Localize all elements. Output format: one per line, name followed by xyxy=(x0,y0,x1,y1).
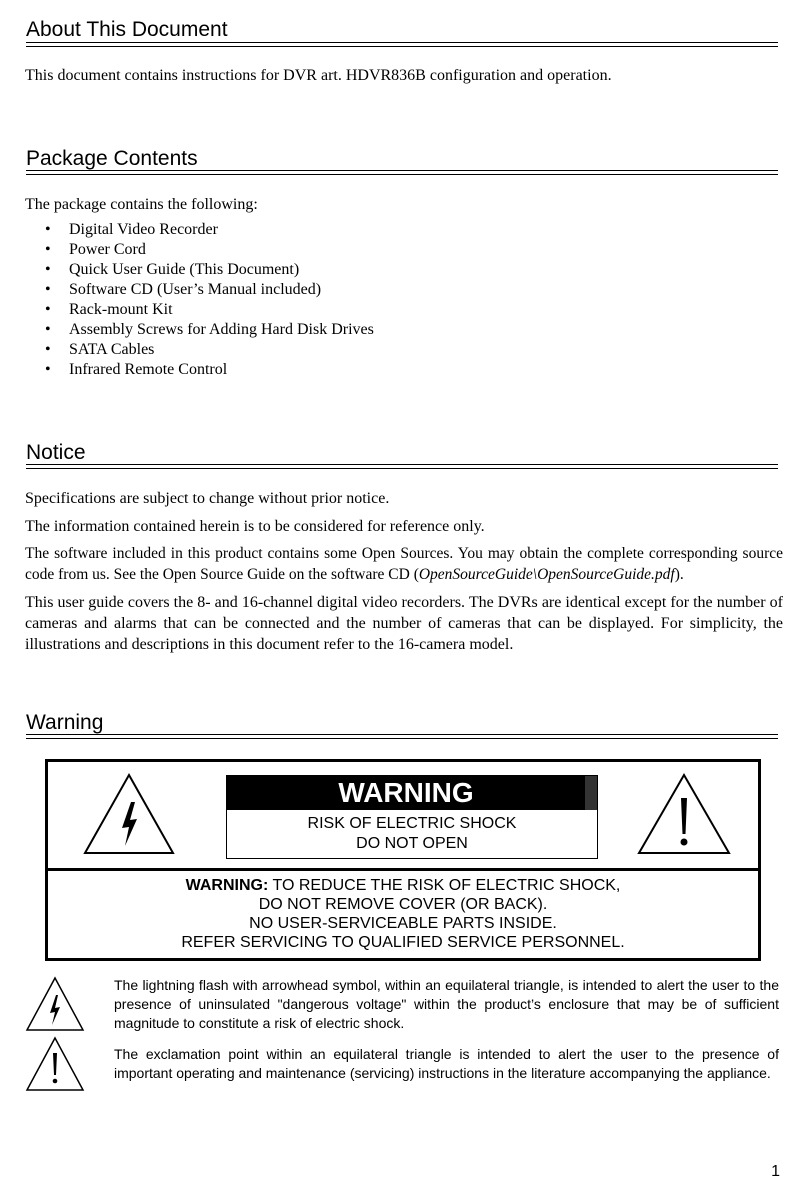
warning-banner-subtitle xyxy=(227,810,597,854)
section-title-warning: Warning xyxy=(26,711,104,734)
list-item xyxy=(25,220,374,240)
section-title-notice: Notice xyxy=(26,441,86,464)
bullet: • xyxy=(45,261,51,278)
warning-banner-title: WARNING xyxy=(227,776,597,810)
notice-paragraph xyxy=(25,543,783,585)
section-rule xyxy=(26,42,778,47)
warning-line: REFER SERVICING TO QUALIFIED SERVICE PERSONNEL. xyxy=(181,934,625,951)
bullet: • xyxy=(45,281,51,298)
file-path: OpenSourceGuide\OpenSourceGuide.pdf xyxy=(418,566,675,583)
list-item-label: Infrared Remote Control xyxy=(69,361,228,378)
bullet: • xyxy=(45,221,51,238)
warning-line: DO NOT REMOVE COVER (OR BACK). xyxy=(258,896,548,913)
list-item-label: Software CD (User’s Manual included) xyxy=(69,281,322,298)
warning-statement xyxy=(48,876,758,952)
warning-line xyxy=(48,876,758,895)
list-item xyxy=(25,320,374,340)
warning-banner xyxy=(226,775,598,859)
section-rule xyxy=(26,170,778,175)
notice-text: The software included in this product contains some Open Sources. You may obtain the complete corresponding source code from us. See the Open Source Guide on the software CD ( xyxy=(25,545,783,583)
notice-paragraph: Specifications are subject to change without prior notice. xyxy=(25,490,390,507)
page-number: 1 xyxy=(771,1163,780,1180)
list-item-label: SATA Cables xyxy=(69,341,155,358)
list-item-label: Quick User Guide (This Document) xyxy=(69,261,300,278)
section-title-about: About This Document xyxy=(26,18,228,41)
warning-divider xyxy=(48,868,758,871)
section-rule xyxy=(26,734,778,739)
exclamation-explanation-text: The exclamation point within an equilateral triangle is intended to alert the user to the presence of important operating and maintenance (servicing) instructions in the literature accompanying the appliance. xyxy=(114,1046,779,1081)
lightning-explanation-text: The lightning flash with arrowhead symbol, within an equilateral triangle, is intended to alert the user to the presence of uninsulated "dangerous voltage" within the product’s enclosure that may be of sufficient magnitude to constitute a risk of electric shock. xyxy=(114,977,779,1031)
notice-paragraph: The information contained herein is to be considered for reference only. xyxy=(25,518,485,535)
section-title-package: Package Contents xyxy=(26,147,198,170)
list-item xyxy=(25,300,374,320)
warning-line-text: TO REDUCE THE RISK OF ELECTRIC SHOCK, xyxy=(268,877,621,894)
notice-text: ). xyxy=(674,566,684,583)
bullet: • xyxy=(45,341,51,358)
exclamation-triangle-icon xyxy=(25,1036,85,1092)
package-intro: The package contains the following: xyxy=(25,196,258,213)
list-item xyxy=(25,360,374,380)
list-item-label: Assembly Screws for Adding Hard Disk Drives xyxy=(69,321,374,338)
list-item-label: Rack-mount Kit xyxy=(69,301,173,318)
lightning-triangle-icon xyxy=(25,976,85,1032)
section-rule xyxy=(26,464,778,469)
list-item xyxy=(25,240,374,260)
warning-label: WARNING: xyxy=(185,877,269,894)
warning-box xyxy=(45,759,761,961)
list-item-label: Power Cord xyxy=(69,241,146,258)
exclamation-triangle-icon xyxy=(636,772,732,856)
about-text: This document contains instructions for DVR art. HDVR836B configuration and operation. xyxy=(25,67,612,84)
notice-paragraph: This user guide covers the 8- and 16-channel digital video recorders. The DVRs are identical except for the number of cameras and alarms that can be connected and the number of cameras that can be displayed. For simplicity, the illustrations and descriptions in this document refer to the 16-camera model. xyxy=(25,594,783,653)
list-item xyxy=(25,280,374,300)
list-item xyxy=(25,340,374,360)
banner-line: DO NOT OPEN xyxy=(356,835,468,852)
bullet: • xyxy=(45,301,51,318)
list-item-label: Digital Video Recorder xyxy=(69,221,218,238)
warning-line: NO USER-SERVICEABLE PARTS INSIDE. xyxy=(249,915,557,932)
package-list xyxy=(25,220,374,380)
list-item xyxy=(25,260,374,280)
bullet: • xyxy=(45,321,51,338)
bullet: • xyxy=(45,361,51,378)
banner-line: RISK OF ELECTRIC SHOCK xyxy=(307,815,517,832)
bullet: • xyxy=(45,241,51,258)
lightning-triangle-icon xyxy=(82,772,176,856)
